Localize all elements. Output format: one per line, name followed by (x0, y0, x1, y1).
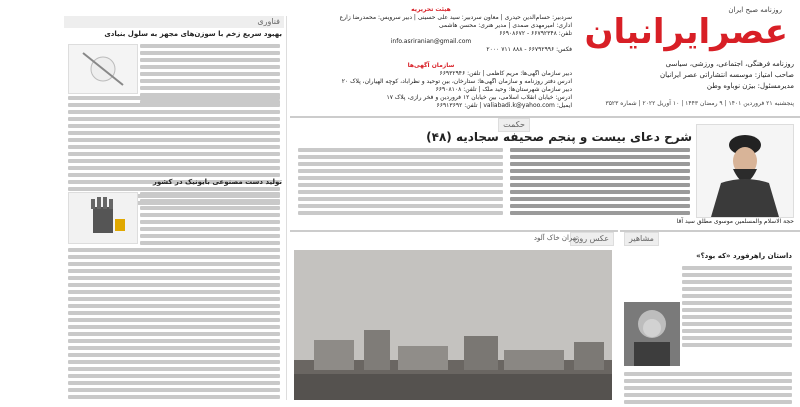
column-head2: تولید دست مصنوعی بایونیک در کشور (152, 178, 282, 186)
robotic-hand-icon (69, 193, 137, 243)
masthead (576, 0, 800, 118)
column-tag: فناوری (64, 16, 284, 28)
text-block (682, 266, 792, 350)
cleric-portrait (696, 124, 794, 218)
photo-tag: عکس روز (570, 232, 614, 246)
ads-line: دبیر سازمان آگهی‌ها: مریم کاظمی | تلفن: ۶۶۹۳۲۹۴۶ (439, 70, 572, 77)
einstein-photo (624, 302, 680, 366)
ads-line: آدرس: خیابان انقلاب اسلامی، بین خیابان ۱۲ فروردین و فخر رازی، پلاک ۱۷ (386, 94, 572, 101)
board-phone: تلفن: ۶۶۷۹۲۳۴۸ - ۶۶۹۰۸۶۷۲ (499, 30, 572, 37)
tech-image-2 (68, 192, 138, 244)
board-header: هیئت تحریریه (411, 6, 451, 13)
portrait-icon (624, 302, 680, 366)
tech-image-1 (68, 44, 138, 94)
ads-line: ایمیل: valiabadi.k@yahoo.com | تلفن: ۶۶۹۱۳۶۹۲ (436, 102, 572, 109)
masthead-manager: مدیرمسئول: بیژن نوباوه وطن (706, 82, 794, 90)
masthead-date: پنجشنبه ۲۱ فروردین ۱۴۰۱ | ۹ رمضان ۱۴۴۳ | ۱۰ آوریل ۲۰۲۲ | شماره ۳۵۲۳ (605, 100, 794, 107)
portrait-icon (697, 125, 793, 217)
masthead-desc: روزنامه فرهنگی، اجتماعی، ورزشی، سیاسی (665, 60, 794, 68)
ads-line: دبیر سازمان شهرستان‌ها: وحید ملک | تلفن: ۶۶۹۰۸۱۰۸ (435, 86, 572, 93)
text-block (510, 148, 690, 218)
news-head: داستان راهرفورد «که بود؟» (696, 252, 792, 260)
ads-line: آدرس دفتر روزنامه و سازمان آگهی‌ها: ستارخان، بین توحید و نظرآباد، کوچه الهیاران، پلاک ۲۰ (341, 78, 572, 85)
cityscape-icon (294, 250, 612, 400)
masthead-title: عصرایرانیان (584, 12, 788, 52)
photo-section (290, 230, 618, 402)
board-fax: فکس: ۶۶۷۹۲۹۹۶ - ۸۸۸ ۷۱۱ ۲۰۰۰ (486, 46, 572, 53)
board-email: info.asriranian@gmail.com (390, 38, 472, 45)
text-block (140, 192, 280, 255)
column-head1: بهبود سریع زخم با سوزن‌های مجهز به سلول بنیادی (104, 30, 282, 38)
thought-title: شرح دعای بیست و پنجم صحیفه سجادیه (۴۸) (426, 130, 692, 144)
editorial-board (290, 6, 572, 62)
portrait-caption: حجة الاسلام والمسلمین موسوی مطلق سید آقا (676, 218, 794, 225)
news-tag: مشاهیر (624, 232, 659, 246)
syringe-icon (69, 45, 137, 93)
text-block (298, 148, 503, 218)
text-block (68, 248, 280, 402)
news-column (620, 230, 800, 402)
ads-info (290, 62, 572, 112)
ads-header: سازمان آگهی‌ها (407, 62, 455, 69)
text-block (624, 372, 792, 407)
masthead-licensee: صاحب امتیاز: موسسه انتشاراتی عصر ایرانیان (659, 71, 794, 79)
tech-column (62, 16, 287, 400)
thought-section (290, 116, 800, 230)
dusty-tehran-photo (294, 250, 612, 400)
masthead-subtitle: روزنامه صبح ایران (728, 6, 782, 14)
board-staff2: اداری: امیرمهدی صمدی | مدیر هنری: محسن هاشمی (438, 22, 572, 29)
thought-tag: حکمت (498, 118, 530, 132)
photo-caption: تهران خاک آلود (533, 234, 578, 242)
board-staff1: سردبیر: حسام‌الدین حیدری | معاون سردبیر: سید علی حسینی | دبیر سرویس: محمدرضا زارع (339, 14, 572, 21)
